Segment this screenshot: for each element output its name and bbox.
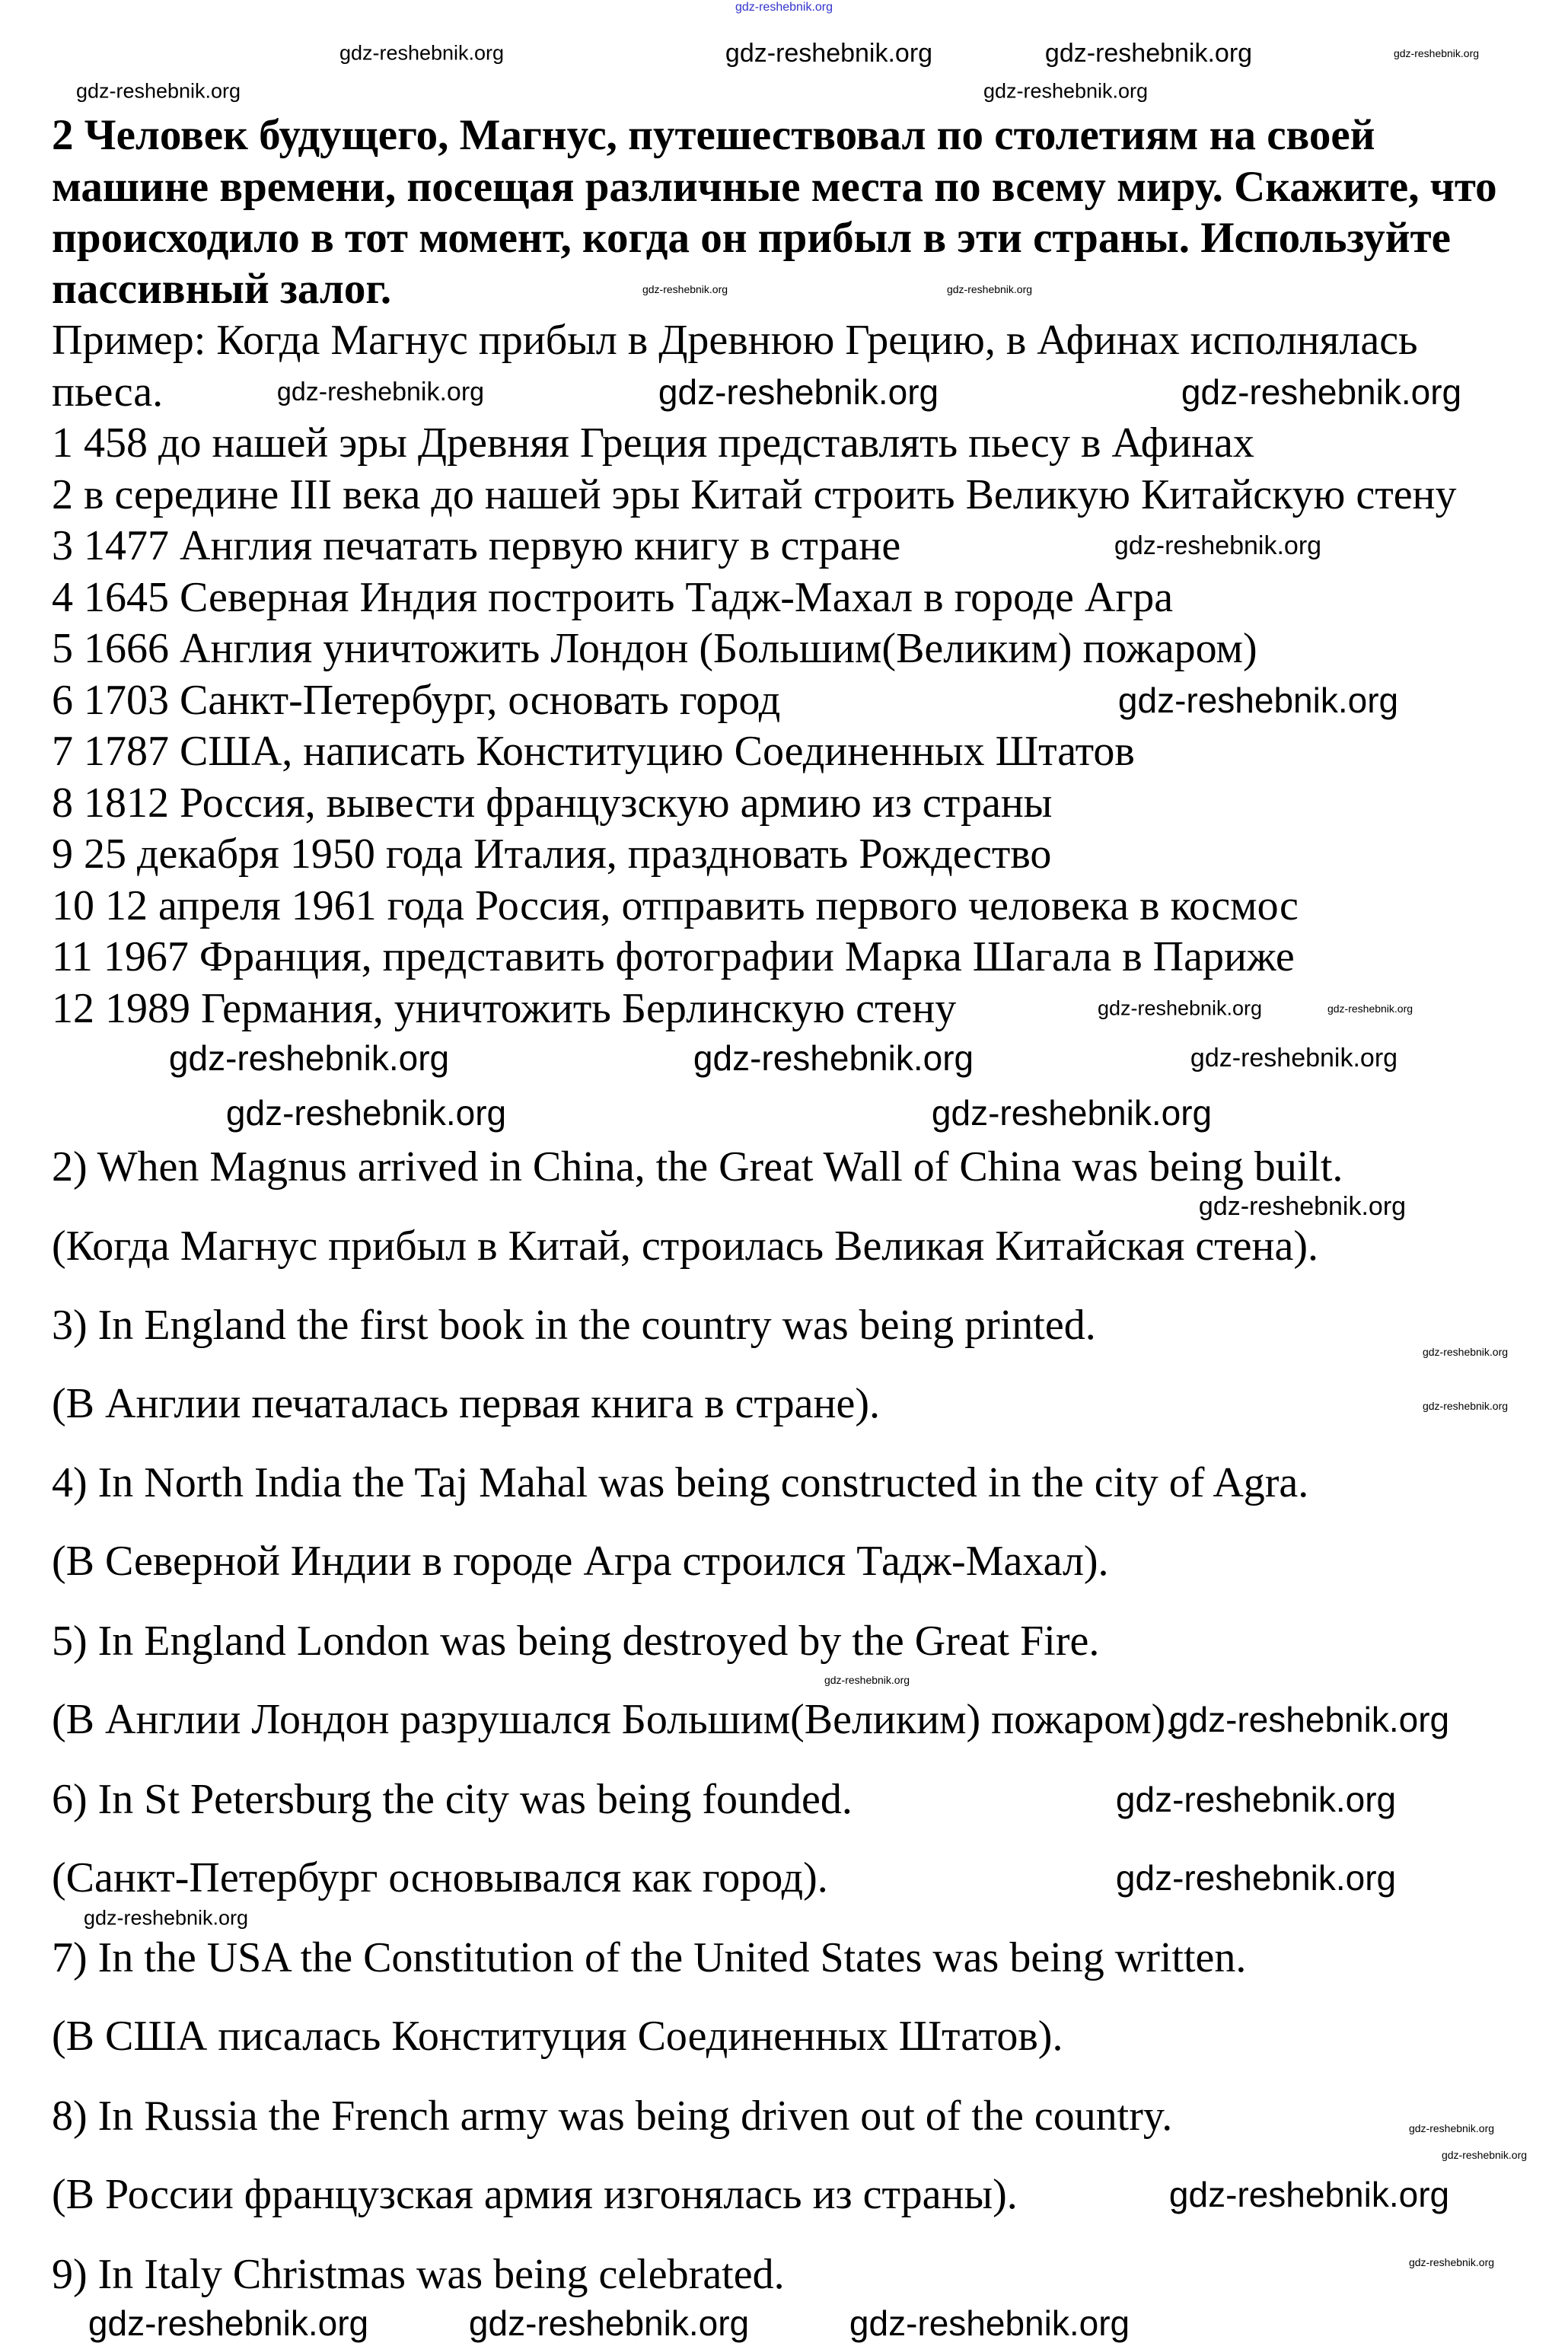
task-title-line: происходило в тот момент, когда он прибыл в эти страны. Используйте	[52, 214, 1451, 262]
watermark: gdz-reshebnik.org	[1114, 531, 1322, 560]
answer-translation: (Санкт-Петербург основывался как город).	[52, 1854, 828, 1901]
answer-translation: (В Англии Лондон разрушался Большим(Великим) пожаром).	[52, 1696, 1177, 1743]
watermark: gdz-reshebnik.org	[75, 79, 241, 103]
answer-translation: (В США писалась Конституция Соединенных Штатов).	[52, 2013, 1063, 2060]
task-title-line: пассивный залог.	[52, 265, 392, 313]
task-item: 3 1477 Англия печатать первую книгу в стране	[52, 522, 901, 569]
watermark: gdz-reshebnik.org	[1115, 1858, 1397, 1898]
watermark: gdz-reshebnik.org	[1441, 2149, 1528, 2161]
answer-translation: (Когда Магнус прибыл в Китай, строилась Великая Китайская стена).	[52, 1222, 1318, 1270]
task-item: 5 1666 Англия уничтожить Лондон (Большим(Великим) пожаром)	[52, 625, 1257, 672]
watermark: gdz-reshebnik.org	[735, 1, 833, 14]
task-title-line: машине времени, посещая различные места по всему миру. Скажите, что	[52, 163, 1497, 211]
watermark: gdz-reshebnik.org	[1044, 39, 1253, 68]
watermark: gdz-reshebnik.org	[468, 2303, 750, 2343]
task-item: 9 25 декабря 1950 года Италия, праздновать Рождество	[52, 830, 1052, 878]
watermark: gdz-reshebnik.org	[849, 2303, 1130, 2343]
watermark: gdz-reshebnik.org	[1408, 2256, 1495, 2268]
task-item: 6 1703 Санкт-Петербург, основать город	[52, 677, 781, 724]
watermark: gdz-reshebnik.org	[658, 372, 939, 412]
watermark: gdz-reshebnik.org	[946, 283, 1033, 295]
watermark: gdz-reshebnik.org	[1393, 47, 1480, 59]
watermark: gdz-reshebnik.org	[1190, 1044, 1398, 1073]
watermark: gdz-reshebnik.org	[693, 1038, 974, 1078]
watermark: gdz-reshebnik.org	[1327, 1002, 1413, 1015]
watermark: gdz-reshebnik.org	[339, 41, 505, 65]
watermark: gdz-reshebnik.org	[1181, 372, 1462, 412]
watermark: gdz-reshebnik.org	[1168, 1700, 1450, 1739]
example-line: пьеса.	[52, 368, 164, 416]
watermark: gdz-reshebnik.org	[168, 1038, 450, 1078]
watermark: gdz-reshebnik.org	[1422, 1400, 1509, 1412]
watermark: gdz-reshebnik.org	[1408, 2122, 1495, 2134]
example-line: Пример: Когда Магнус прибыл в Древнюю Грецию, в Афинах исполнялась	[52, 317, 1418, 364]
answer-line: 4) In North India the Taj Mahal was being constructed in the city of Agra.	[52, 1459, 1309, 1506]
task-item: 2 в середине III века до нашей эры Китай строить Великую Китайскую стену	[52, 471, 1457, 518]
watermark: gdz-reshebnik.org	[725, 39, 933, 68]
watermark: gdz-reshebnik.org	[1168, 2175, 1450, 2214]
watermark: gdz-reshebnik.org	[225, 1093, 507, 1133]
answer-translation: (В Англии печаталась первая книга в стране).	[52, 1380, 881, 1427]
watermark: gdz-reshebnik.org	[276, 378, 485, 406]
watermark: gdz-reshebnik.org	[642, 283, 728, 295]
answer-line: 2) When Magnus arrived in China, the Great Wall of China was being built.	[52, 1143, 1343, 1191]
task-item: 4 1645 Северная Индия построить Тадж-Махал в городе Агра	[52, 574, 1174, 621]
watermark: gdz-reshebnik.org	[1422, 1346, 1509, 1358]
watermark: gdz-reshebnik.org	[83, 1906, 249, 1930]
answer-line: 6) In St Petersburg the city was being founded.	[52, 1776, 853, 1823]
task-item: 1 458 до нашей эры Древняя Греция представлять пьесу в Афинах	[52, 419, 1254, 467]
watermark: gdz-reshebnik.org	[983, 79, 1149, 103]
watermark: gdz-reshebnik.org	[1198, 1192, 1407, 1221]
answer-line: 7) In the USA the Constitution of the United States was being written.	[52, 1934, 1247, 1981]
answer-line: 9) In Italy Christmas was being celebrated.	[52, 2251, 785, 2298]
task-item: 11 1967 Франция, представить фотографии Марка Шагала в Париже	[52, 933, 1295, 980]
answer-translation: (В Северной Индии в городе Агра строился Тадж-Махал).	[52, 1538, 1109, 1585]
answer-line: 8) In Russia the French army was being driven out of the country.	[52, 2093, 1173, 2140]
task-item: 8 1812 Россия, вывести французскую армию из страны	[52, 779, 1053, 827]
task-item: 10 12 апреля 1961 года Россия, отправить первого человека в космос	[52, 882, 1299, 929]
answer-line: 3) In England the first book in the country was being printed.	[52, 1302, 1096, 1349]
watermark: gdz-reshebnik.org	[1097, 996, 1263, 1020]
answer-translation: (В России французская армия изгонялась из страны).	[52, 2171, 1018, 2218]
watermark: gdz-reshebnik.org	[88, 2303, 369, 2343]
task-title-line: 2 Человек будущего, Магнус, путешествовал по столетиям на своей	[52, 111, 1375, 159]
watermark: gdz-reshebnik.org	[1117, 681, 1399, 720]
watermark: gdz-reshebnik.org	[1115, 1780, 1397, 1819]
watermark: gdz-reshebnik.org	[824, 1674, 910, 1686]
answer-line: 5) In England London was being destroyed by the Great Fire.	[52, 1618, 1100, 1665]
task-item: 12 1989 Германия, уничтожить Берлинскую стену	[52, 985, 957, 1032]
task-item: 7 1787 США, написать Конституцию Соединенных Штатов	[52, 728, 1135, 775]
watermark: gdz-reshebnik.org	[931, 1093, 1213, 1133]
